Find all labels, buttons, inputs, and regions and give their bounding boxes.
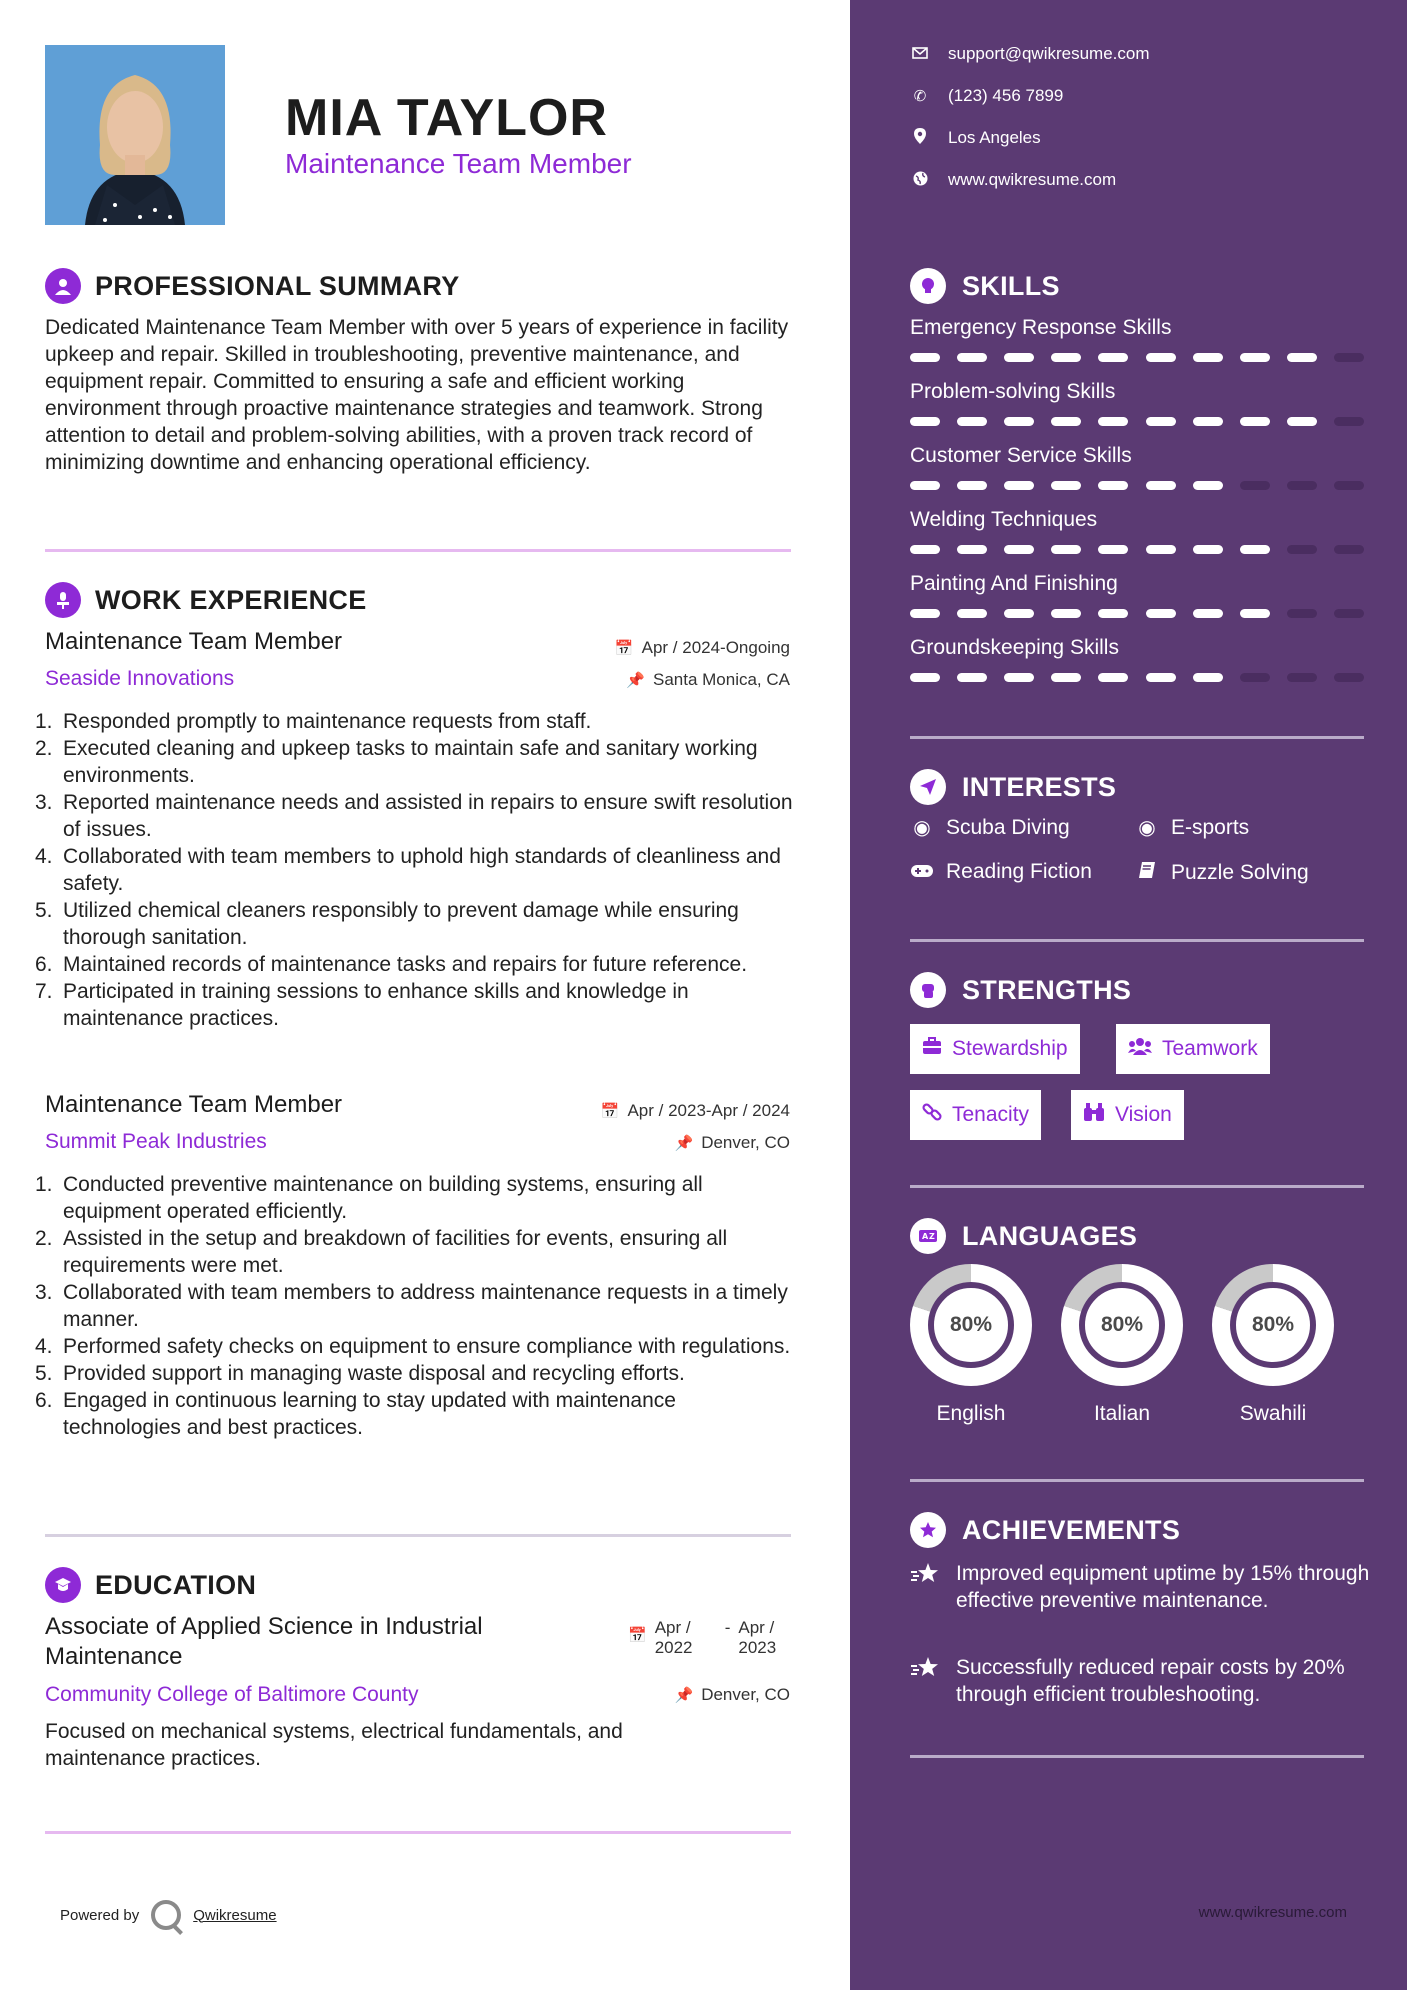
list-item: 2. Executed cleaning and upkeep tasks to maintain safe and sanitary working environments. — [35, 737, 758, 787]
skill-dash-filled — [1193, 417, 1223, 426]
graduate-icon — [45, 1567, 81, 1603]
gamepad-icon — [910, 861, 934, 884]
users-icon — [1128, 1037, 1152, 1061]
strength-chip: Tenacity — [910, 1090, 1041, 1140]
language-name: Italian — [1093, 1402, 1151, 1425]
sidebar — [850, 0, 1407, 1990]
skill-dash-filled — [1051, 353, 1081, 362]
strength-chip: Stewardship — [910, 1024, 1080, 1074]
skill-dash-filled — [1240, 417, 1270, 426]
skill-dash-filled — [957, 545, 987, 554]
link-icon — [922, 1102, 942, 1128]
skill-dash-filled — [1240, 545, 1270, 554]
skill-dash-empty — [1334, 673, 1364, 682]
skill-dash-empty — [1287, 673, 1317, 682]
skill-dash-filled — [1098, 353, 1128, 362]
section-divider — [45, 549, 791, 552]
skill-dash-filled — [1146, 673, 1176, 682]
skill-level-bar — [910, 417, 1364, 426]
experience-title: WORK EXPERIENCE — [95, 584, 367, 615]
job-dates: 📅 Apr / 2023-Apr / 2024 — [600, 1101, 790, 1120]
powered-by: Powered by Qwikresume — [60, 1900, 277, 1930]
skill-dash-filled — [957, 481, 987, 490]
skill-dash-filled — [1098, 673, 1128, 682]
lightbulb-icon — [910, 268, 946, 304]
lifebuoy-icon: ◉ — [913, 817, 931, 839]
skill-dash-filled — [1193, 545, 1223, 554]
section-divider — [910, 1185, 1364, 1188]
language-percent: 80% — [1251, 1313, 1295, 1336]
skill-name: Customer Service Skills — [910, 444, 1132, 467]
interests-title: INTERESTS — [962, 771, 1117, 802]
skill-dash-filled — [1051, 481, 1081, 490]
skill-level-bar — [910, 545, 1364, 554]
job-dates: 📅 Apr / 2024-Ongoing — [614, 638, 790, 657]
interest-item: ◉ Scuba Diving — [910, 815, 1070, 840]
language-name: Swahili — [1239, 1402, 1307, 1425]
skill-dash-filled — [1098, 545, 1128, 554]
svg-text:Z: Z — [929, 1232, 935, 1241]
skill-dash-filled — [1146, 353, 1176, 362]
calendar-icon: 📅 — [600, 1103, 620, 1120]
envelope-icon — [910, 46, 930, 63]
experience-header — [45, 582, 367, 618]
list-item: 5. Utilized chemical cleaners responsibly to prevent damage while ensuring thorough sanitation. — [35, 899, 739, 949]
contact-location: Los Angeles — [910, 128, 1041, 148]
skill-dash-filled — [1193, 673, 1223, 682]
skill-dash-filled — [910, 673, 940, 682]
list-item: 4. Performed safety checks on equipment to ensure compliance with regulations. — [35, 1335, 791, 1358]
skill-dash-filled — [1004, 417, 1034, 426]
list-item: 6. Maintained records of maintenance tasks and repairs for future reference. — [35, 953, 748, 976]
list-item: 3. Collaborated with team members to address maintenance requests in a timely manner. — [35, 1281, 788, 1331]
achievement-item: Successfully reduced repair costs by 20% through efficient troubleshooting. — [910, 1654, 1370, 1708]
strengths-title: STRENGTHS — [962, 974, 1132, 1005]
skill-dash-filled — [1240, 609, 1270, 618]
contact-website[interactable]: www.qwikresume.com — [910, 170, 1116, 190]
profile-photo — [45, 45, 225, 225]
education-dates: 📅 Apr / 2022 - Apr / 2023 — [628, 1618, 777, 1657]
skill-dash-filled — [1051, 609, 1081, 618]
job-location: 📌 Santa Monica, CA — [626, 670, 790, 689]
skill-dash-filled — [1193, 353, 1223, 362]
strengths-header — [910, 972, 1131, 1008]
interest-item: Reading Fiction — [910, 860, 1092, 884]
star-badge-icon — [910, 1512, 946, 1548]
translate-icon — [910, 1218, 946, 1254]
skill-dash-filled — [1051, 545, 1081, 554]
pin-icon: 📌 — [674, 1135, 694, 1152]
skill-dash-filled — [1098, 481, 1128, 490]
skill-name: Painting And Finishing — [910, 572, 1118, 595]
skill-dash-filled — [910, 417, 940, 426]
list-item: 3. Reported maintenance needs and assisted in repairs to ensure swift resolution of issues. — [35, 791, 793, 841]
skill-dash-empty — [1334, 545, 1364, 554]
list-item: 1. Conducted preventive maintenance on building systems, ensuring all equipment operated efficiently. — [35, 1173, 703, 1223]
languages-title: LANGUAGES — [962, 1220, 1138, 1251]
degree-title: Associate of Applied Science in Industrial Maintenance — [45, 1613, 483, 1670]
skill-dash-empty — [1287, 609, 1317, 618]
skill-dash-empty — [1240, 673, 1270, 682]
language-percent: 80% — [1100, 1313, 1144, 1336]
svg-text:A: A — [922, 1232, 929, 1241]
strength-chip: Teamwork — [1116, 1024, 1270, 1074]
job-title: Maintenance Team Member — [45, 628, 343, 655]
map-marker-icon — [910, 128, 930, 148]
skills-header — [910, 268, 1060, 304]
skill-level-bar — [910, 673, 1364, 682]
skill-level-bar — [910, 481, 1364, 490]
user-icon — [45, 268, 81, 304]
skill-dash-empty — [1240, 481, 1270, 490]
job-title: Maintenance Team Member — [45, 1091, 343, 1118]
skill-dash-filled — [957, 417, 987, 426]
calendar-icon: 📅 — [614, 640, 634, 657]
qwikresume-link[interactable]: Qwikresume — [193, 1906, 277, 1924]
paper-plane-icon — [910, 769, 946, 805]
skill-dash-empty — [1334, 417, 1364, 426]
skill-dash-filled — [1146, 417, 1176, 426]
school-name: Community College of Baltimore County — [45, 1683, 419, 1706]
candidate-role: Maintenance Team Member — [285, 148, 632, 179]
languages-header — [910, 1218, 1137, 1254]
footer-website[interactable]: www.qwikresume.com — [1198, 1904, 1347, 1921]
list-item: 4. Collaborated with team members to uphold high standards of cleanliness and safety. — [35, 845, 781, 895]
list-item: 1. Responded promptly to maintenance requests from staff. — [35, 710, 592, 733]
language-progress-ring — [1061, 1264, 1183, 1386]
briefcase-icon — [922, 1037, 942, 1061]
job-responsibilities — [35, 708, 795, 1032]
skill-dash-filled — [1287, 417, 1317, 426]
skill-dash-filled — [1004, 545, 1034, 554]
skill-dash-empty — [1287, 481, 1317, 490]
job-company: Seaside Innovations — [45, 667, 235, 690]
skill-dash-filled — [1098, 417, 1128, 426]
section-divider — [910, 1755, 1364, 1758]
skill-dash-empty — [1334, 481, 1364, 490]
language-item — [1061, 1264, 1183, 1426]
skill-dash-filled — [1004, 609, 1034, 618]
strength-chip: Vision — [1071, 1090, 1184, 1140]
achievements-header — [910, 1512, 1180, 1548]
language-percent: 80% — [949, 1313, 993, 1336]
lifebuoy-icon: ◉ — [1138, 817, 1156, 839]
pin-icon: 📌 — [674, 1687, 694, 1704]
skill-dash-empty — [1334, 353, 1364, 362]
podium-icon — [45, 582, 81, 618]
phone-icon: ✆ — [913, 88, 927, 105]
skill-dash-filled — [957, 673, 987, 682]
calendar-icon: 📅 — [628, 1627, 647, 1644]
list-item: 5. Provided support in managing waste disposal and recycling efforts. — [35, 1362, 685, 1385]
skill-dash-filled — [1004, 353, 1034, 362]
interest-item: ◉ E-sports — [1135, 815, 1249, 840]
list-item: 6. Engaged in continuous learning to stay updated with maintenance technologies and best practices. — [35, 1389, 676, 1439]
summary-header — [45, 268, 460, 304]
skill-dash-filled — [957, 353, 987, 362]
skill-name: Problem-solving Skills — [910, 380, 1116, 403]
skill-name: Welding Techniques — [910, 508, 1098, 531]
language-name: English — [936, 1402, 1006, 1425]
skill-dash-filled — [1193, 481, 1223, 490]
language-item — [910, 1264, 1032, 1426]
skill-dash-filled — [1004, 481, 1034, 490]
candidate-name: MIA TAYLOR — [285, 89, 608, 147]
summary-text: Dedicated Maintenance Team Member with over 5 years of experience in facility upkeep and repair. Skilled in troubleshooting, preventive maintenance, and equipment repair. Committed to ensuring a safe and efficient working environment through proactive maintenance strategies and teamwork. Strong attention to detail and problem-solving abilities, with a proven track record of minimizing downtime and enhancing operational efficiency. — [45, 316, 789, 474]
skill-dash-filled — [957, 609, 987, 618]
star-icon — [910, 1562, 940, 1614]
globe-icon — [910, 171, 930, 190]
achievement-item: Improved equipment uptime by 15% through effective preventive maintenance. — [910, 1560, 1370, 1614]
fist-icon — [910, 972, 946, 1008]
skill-dash-empty — [1287, 545, 1317, 554]
qwikresume-logo-icon — [151, 1900, 181, 1930]
language-progress-ring — [910, 1264, 1032, 1386]
skill-dash-filled — [910, 353, 940, 362]
contact-phone[interactable]: ✆ (123) 456 7899 — [910, 86, 1063, 106]
section-divider — [45, 1534, 791, 1537]
interests-header — [910, 769, 1116, 805]
pin-icon: 📌 — [626, 672, 645, 689]
job-company: Summit Peak Industries — [45, 1130, 267, 1153]
language-progress-ring — [1212, 1264, 1334, 1386]
section-divider — [910, 736, 1364, 739]
interest-item: Puzzle Solving — [1135, 860, 1309, 886]
section-divider — [910, 939, 1364, 942]
skill-dash-filled — [1146, 545, 1176, 554]
skill-dash-filled — [1146, 609, 1176, 618]
binoculars-icon — [1083, 1102, 1105, 1128]
education-title: EDUCATION — [95, 1569, 257, 1600]
skills-title: SKILLS — [962, 270, 1060, 301]
skill-dash-filled — [1004, 673, 1034, 682]
skill-dash-empty — [1334, 609, 1364, 618]
star-icon — [910, 1656, 940, 1708]
skill-dash-filled — [910, 481, 940, 490]
job-responsibilities — [35, 1171, 795, 1441]
education-description: Focused on mechanical systems, electrical fundamentals, and maintenance practices. — [45, 1720, 623, 1770]
skill-dash-filled — [910, 609, 940, 618]
skill-name: Groundskeeping Skills — [910, 636, 1119, 659]
summary-title: PROFESSIONAL SUMMARY — [95, 270, 460, 301]
achievements-title: ACHIEVEMENTS — [962, 1514, 1181, 1545]
list-item: 2. Assisted in the setup and breakdown of facilities for events, ensuring all requirements were met. — [35, 1227, 728, 1277]
education-header — [45, 1567, 256, 1603]
contact-email[interactable]: support@qwikresume.com — [910, 44, 1150, 64]
skill-dash-filled — [1287, 353, 1317, 362]
book-icon — [1135, 860, 1159, 886]
skill-dash-filled — [1051, 417, 1081, 426]
list-item: 7. Participated in training sessions to enhance skills and knowledge in maintenance practices. — [35, 980, 689, 1030]
skill-level-bar — [910, 609, 1364, 618]
language-item — [1212, 1264, 1334, 1426]
section-divider — [45, 1831, 791, 1834]
job-location: 📌 Denver, CO — [674, 1133, 790, 1152]
section-divider — [910, 1479, 1364, 1482]
skill-dash-filled — [1193, 609, 1223, 618]
school-location: 📌 Denver, CO — [674, 1685, 790, 1704]
skill-level-bar — [910, 353, 1364, 362]
skill-dash-filled — [910, 545, 940, 554]
skill-dash-filled — [1240, 353, 1270, 362]
skill-name: Emergency Response Skills — [910, 316, 1172, 339]
skill-dash-filled — [1146, 481, 1176, 490]
skill-dash-filled — [1051, 673, 1081, 682]
skill-dash-filled — [1098, 609, 1128, 618]
